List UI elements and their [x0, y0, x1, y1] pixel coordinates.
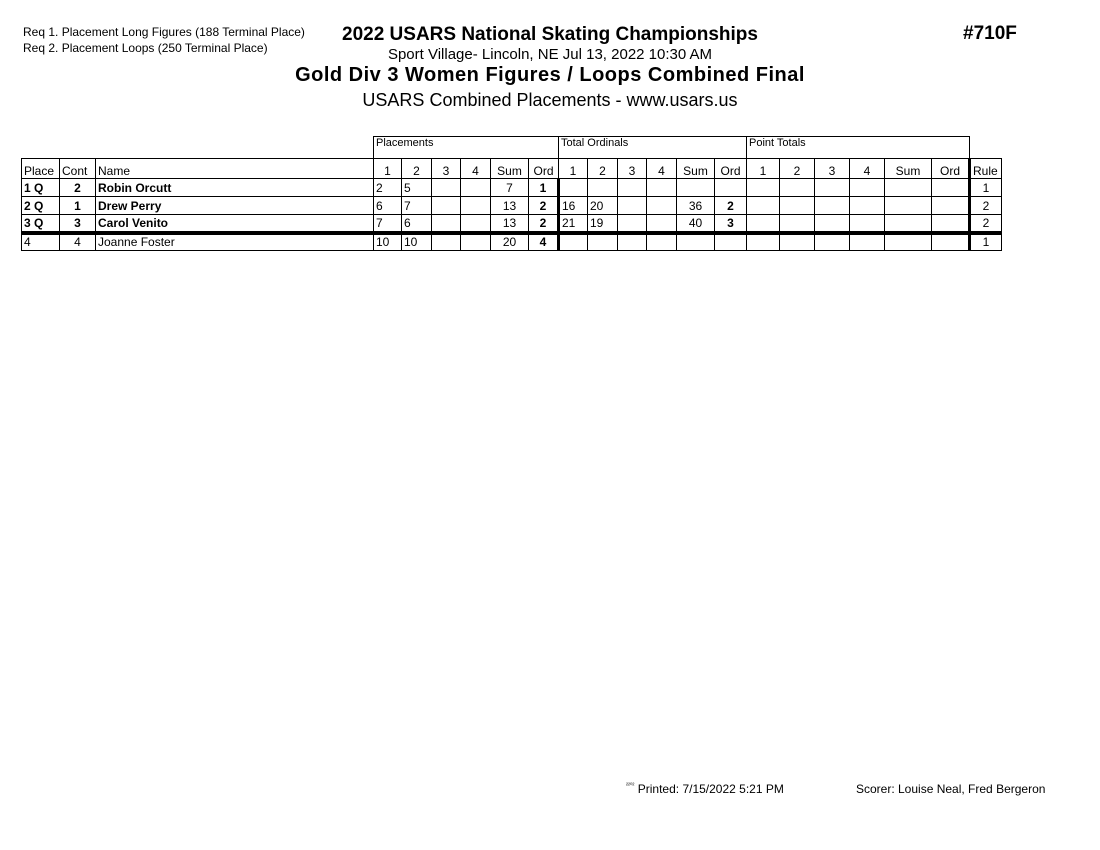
placement-sum: 7: [491, 179, 529, 197]
points-3: [815, 233, 850, 251]
points-ord: [932, 197, 970, 215]
points-4: [850, 197, 885, 215]
placement-2: 5: [402, 179, 432, 197]
placement-2: 6: [402, 215, 432, 233]
col-name: Name: [96, 159, 374, 179]
col-t4: 4: [647, 159, 677, 179]
points-ord: [932, 233, 970, 251]
placement-ord: 2: [529, 197, 559, 215]
cont-cell: 4: [60, 233, 96, 251]
event-number: #710F: [963, 23, 1017, 44]
name-cell: Joanne Foster: [96, 233, 374, 251]
placement-1: 7: [374, 215, 402, 233]
ordinal-4: [647, 179, 677, 197]
venue-line: Sport Village- Lincoln, NE Jul 13, 2022 10:30 AM: [387, 46, 713, 63]
ordinal-sum: [677, 233, 715, 251]
requirement-1: Req 1. Placement Long Figures (188 Terminal Place): [23, 25, 305, 39]
group-total-ordinals: Total Ordinals: [559, 137, 747, 159]
placement-3: [432, 179, 461, 197]
placement-4: [461, 215, 491, 233]
place-cell: 1 Q: [22, 179, 60, 197]
cont-cell: 1: [60, 197, 96, 215]
points-1: [747, 215, 780, 233]
col-p4: 4: [461, 159, 491, 179]
col-p-sum: Sum: [491, 159, 529, 179]
table-row: [22, 179, 1002, 197]
points-3: [815, 197, 850, 215]
ordinal-2: [588, 179, 618, 197]
results-table: [21, 136, 1002, 251]
placement-sum: 13: [491, 197, 529, 215]
cont-cell: 3: [60, 215, 96, 233]
group-point-totals: Point Totals: [747, 137, 970, 159]
rule-cell: 2: [970, 197, 1002, 215]
cont-cell: 2: [60, 179, 96, 197]
col-p3: 3: [432, 159, 461, 179]
table-row: [22, 215, 1002, 233]
col-p-ord: Ord: [529, 159, 559, 179]
col-t-ord: Ord: [715, 159, 747, 179]
col-cont: Cont: [60, 159, 96, 179]
ordinal-sum: 36: [677, 197, 715, 215]
points-1: [747, 197, 780, 215]
ordinal-ord: 2: [715, 197, 747, 215]
points-sum: [885, 179, 932, 197]
ordinal-2: [588, 233, 618, 251]
ordinal-sum: 40: [677, 215, 715, 233]
rule-cell: 1: [970, 179, 1002, 197]
ordinal-3: [618, 215, 647, 233]
placement-4: [461, 233, 491, 251]
ordinal-1: 21: [559, 215, 588, 233]
group-header-row: [22, 137, 1002, 159]
points-1: [747, 233, 780, 251]
rule-cell: 2: [970, 215, 1002, 233]
points-ord: [932, 215, 970, 233]
placement-ord: 1: [529, 179, 559, 197]
scorer-footer: Scorer: Louise Neal, Fred Bergeron: [856, 782, 1046, 796]
col-t-sum: Sum: [677, 159, 715, 179]
points-4: [850, 215, 885, 233]
column-header-row: [22, 159, 1002, 179]
placement-4: [461, 197, 491, 215]
placement-2: 10: [402, 233, 432, 251]
placement-1: 6: [374, 197, 402, 215]
points-2: [780, 197, 815, 215]
points-1: [747, 179, 780, 197]
place-cell: 4: [22, 233, 60, 251]
printed-date: Printed: 7/15/2022 5:21 PM: [637, 782, 784, 796]
points-4: [850, 179, 885, 197]
event-subtitle: USARS Combined Placements - www.usars.us: [362, 90, 738, 110]
points-2: [780, 179, 815, 197]
col-p1: 1: [374, 159, 402, 179]
requirement-2: Req 2. Placement Loops (250 Terminal Place): [23, 41, 268, 55]
event-title: Gold Div 3 Women Figures / Loops Combined Final: [295, 64, 805, 86]
ordinal-4: [647, 215, 677, 233]
col-pt3: 3: [815, 159, 850, 179]
name-cell: Robin Orcutt: [96, 179, 374, 197]
placement-2: 7: [402, 197, 432, 215]
name-cell: Carol Venito: [96, 215, 374, 233]
printed-footer: [626, 782, 784, 796]
ordinal-1: [559, 179, 588, 197]
placement-ord: 2: [529, 215, 559, 233]
championship-title: 2022 USARS National Skating Championships: [342, 24, 758, 45]
placement-4: [461, 179, 491, 197]
ordinal-4: [647, 233, 677, 251]
ordinal-3: [618, 233, 647, 251]
ordinal-1: [559, 233, 588, 251]
col-pt-sum: Sum: [885, 159, 932, 179]
col-t1: 1: [559, 159, 588, 179]
placement-1: 2: [374, 179, 402, 197]
points-3: [815, 215, 850, 233]
col-pt1: 1: [747, 159, 780, 179]
points-ord: [932, 179, 970, 197]
placement-1: 10: [374, 233, 402, 251]
place-cell: 3 Q: [22, 215, 60, 233]
points-2: [780, 215, 815, 233]
placement-3: [432, 197, 461, 215]
col-p2: 2: [402, 159, 432, 179]
placement-3: [432, 215, 461, 233]
col-t3: 3: [618, 159, 647, 179]
points-sum: [885, 197, 932, 215]
ordinal-1: 16: [559, 197, 588, 215]
points-4: [850, 233, 885, 251]
ordinal-ord: [715, 233, 747, 251]
col-pt-ord: Ord: [932, 159, 970, 179]
placement-ord: 4: [529, 233, 559, 251]
points-sum: [885, 233, 932, 251]
col-pt2: 2: [780, 159, 815, 179]
ordinal-sum: [677, 179, 715, 197]
group-placements: Placements: [374, 137, 559, 159]
placement-sum: 13: [491, 215, 529, 233]
ordinal-3: [618, 179, 647, 197]
ordinal-ord: 3: [715, 215, 747, 233]
col-t2: 2: [588, 159, 618, 179]
ordinal-ord: [715, 179, 747, 197]
print-code: ²²⁰²: [626, 783, 635, 789]
table-row: [22, 233, 1002, 251]
table-row: [22, 197, 1002, 215]
col-rule: Rule: [970, 159, 1002, 179]
col-pt4: 4: [850, 159, 885, 179]
ordinal-2: 20: [588, 197, 618, 215]
rule-cell: 1: [970, 233, 1002, 251]
name-cell: Drew Perry: [96, 197, 374, 215]
col-place: Place: [22, 159, 60, 179]
placement-sum: 20: [491, 233, 529, 251]
ordinal-3: [618, 197, 647, 215]
points-2: [780, 233, 815, 251]
place-cell: 2 Q: [22, 197, 60, 215]
points-3: [815, 179, 850, 197]
points-sum: [885, 215, 932, 233]
ordinal-2: 19: [588, 215, 618, 233]
placement-3: [432, 233, 461, 251]
ordinal-4: [647, 197, 677, 215]
